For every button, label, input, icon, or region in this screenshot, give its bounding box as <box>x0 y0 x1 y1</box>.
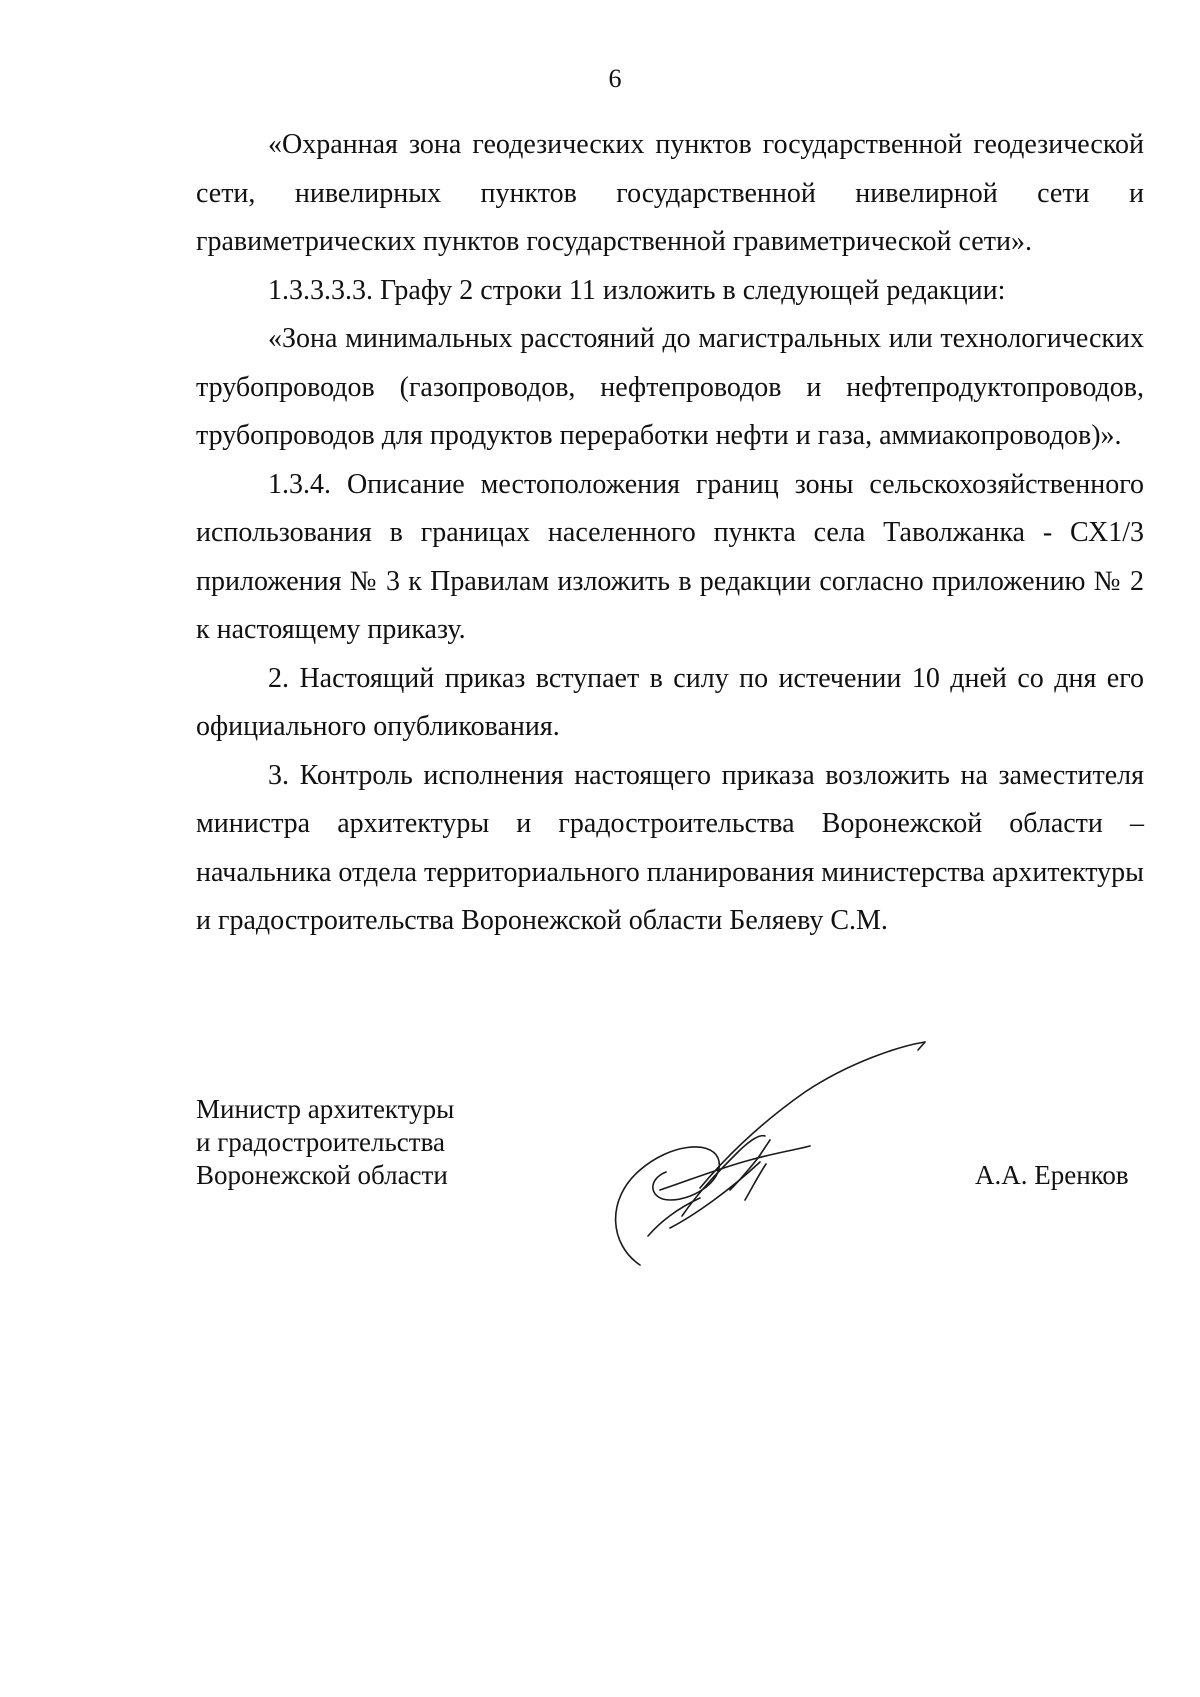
paragraph-protection-zone-name: «Охранная зона геодезических пунктов государственной геодезической сети, нивелирных пунктов государственной нивелирной сети и гравиметрических пунктов государственной гравиметрической сети». <box>196 129 1144 257</box>
paragraph-1-3-4: 1.3.4. Описание местоположения границ зоны сельскохозяйственного использования в границах населенного пункта села Таволжанка - СХ1/3 приложения № 3 к Правилам изложить в редакции согласно приложению № 2 к настоящему приказу. <box>196 468 1144 645</box>
handwritten-signature <box>600 1040 940 1270</box>
signatory-position <box>196 1093 454 1192</box>
signatory-position-line: Министр архитектуры <box>196 1094 455 1124</box>
paragraph-2: 2. Настоящий приказ вступает в силу по истечении 10 дней со дня его официального опубликования. <box>196 662 1144 742</box>
signer-name: А.А. Еренков <box>975 1160 1129 1190</box>
paragraph-pipeline-zone-name: «Зона минимальных расстояний до магистральных или технологических трубопроводов (газопроводов, нефтепроводов и нефтепродуктопроводов, трубопроводов для продуктов переработки нефти и газа, аммиакопроводов)». <box>196 323 1144 451</box>
paragraph-1-3-3-3-3: 1.3.3.3.3. Графу 2 строки 11 изложить в следующей редакции: <box>268 274 1006 306</box>
signatory-position-line: и градостроительства <box>196 1127 445 1157</box>
page-number: 6 <box>608 64 622 93</box>
document-body <box>196 121 1144 946</box>
paragraph-3: 3. Контроль исполнения настоящего приказа возложить на заместителя министра архитектуры и градостроительства Воронежской области – начальника отдела территориального планирования министерства архитектуры и градостроительства Воронежской области Беляеву С.М. <box>196 759 1144 936</box>
signatory-position-line: Воронежской области <box>196 1160 448 1190</box>
